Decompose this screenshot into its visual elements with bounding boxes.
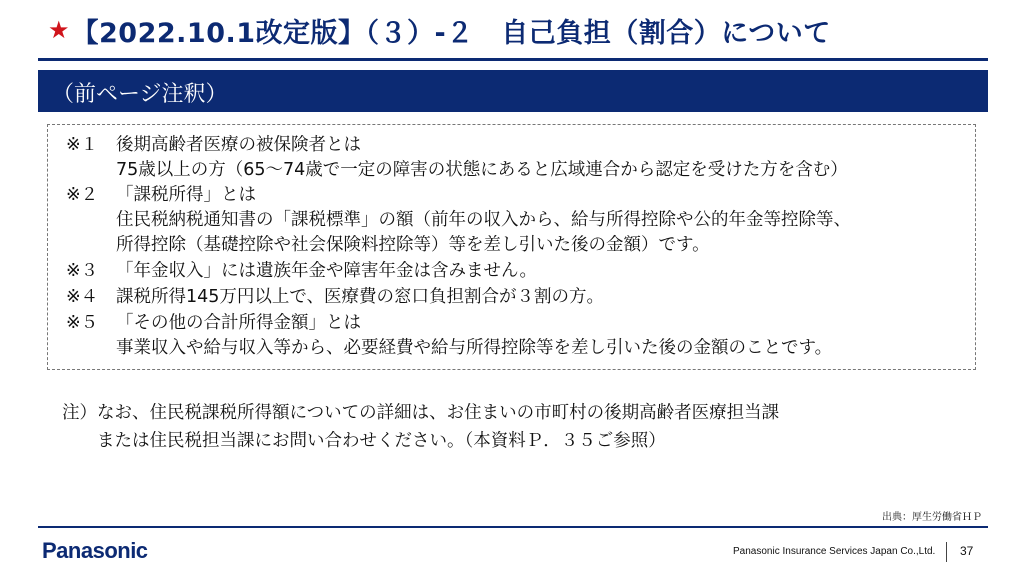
note-mark: ※１ xyxy=(66,135,99,155)
note-text: 「年金収入」には遺族年金や障害年金は含みません。 xyxy=(116,261,538,281)
note-mark: ※２ xyxy=(66,185,99,205)
source-credit: 出典：厚生労働省ＨＰ xyxy=(882,512,982,523)
footer-divider xyxy=(38,526,988,528)
footnote-line-2: または住民税担当課にお問い合わせください。（本資料Ｐ．３５ご参照） xyxy=(62,431,666,451)
title-underline xyxy=(38,58,988,61)
note-mark: ※４ xyxy=(66,287,99,307)
note-mark: ※５ xyxy=(66,313,99,333)
panasonic-logo: Panasonic xyxy=(42,538,148,563)
section-header-bar xyxy=(38,70,988,112)
note-text: 後期高齢者医療の被保険者とは xyxy=(116,135,361,155)
note-text-continued: 75歳以上の方（65～74歳で一定の障害の状態にあると広域連合から認定を受けた方を含む） xyxy=(116,160,848,180)
note-item-3 xyxy=(66,259,537,284)
section-header-label: （前ページ注釈） xyxy=(52,82,228,107)
note-item-5 xyxy=(66,311,361,336)
footer-separator xyxy=(946,542,947,562)
company-name: Panasonic Insurance Services Japan Co.,Ltd. xyxy=(733,546,936,557)
note-mark: ※３ xyxy=(66,261,99,281)
note-item-1 xyxy=(66,133,361,158)
page-number: 37 xyxy=(960,544,974,558)
note-text-continued: 事業収入や給与収入等から、必要経費や給与所得控除等を差し引いた後の金額のことです。 xyxy=(116,338,833,358)
note-text: 「課税所得」とは xyxy=(116,185,256,205)
note-item-2 xyxy=(66,183,256,208)
note-text-continued: 所得控除（基礎控除や社会保険料控除等）等を差し引いた後の金額）です。 xyxy=(116,235,710,255)
star-icon: ★ xyxy=(48,16,70,44)
slide-title: 【2022.10.1改定版】（３）-２ 自己負担（割合）について xyxy=(71,17,831,49)
note-item-4 xyxy=(66,285,604,310)
notes-box xyxy=(47,124,976,370)
note-text: 「その他の合計所得金額」とは xyxy=(116,313,361,333)
note-text: 課税所得145万円以上で、医療費の窓口負担割合が３割の方。 xyxy=(116,287,605,307)
note-text-continued: 住民税納税通知書の「課税標準」の額（前年の収入から、給与所得控除や公的年金等控除等、 xyxy=(116,210,851,230)
footnote-line-1: 注）なお、住民税課税所得額についての詳細は、お住まいの市町村の後期高齢者医療担当課 xyxy=(62,403,780,423)
slide-title-row xyxy=(48,12,831,48)
